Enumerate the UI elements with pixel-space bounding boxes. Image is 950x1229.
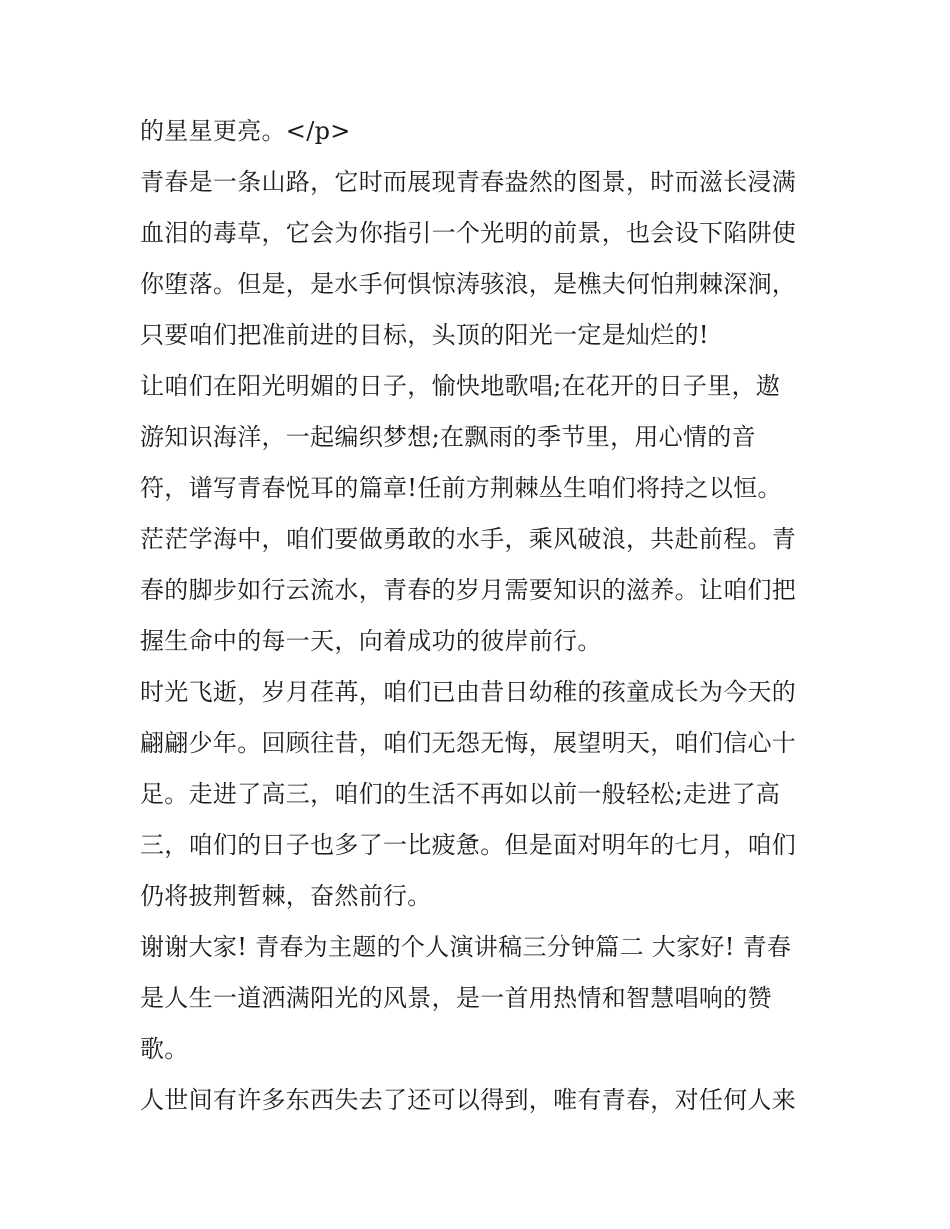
- text-line: 血泪的毒草，它会为你指引一个光明的前景，也会设下陷阱使: [140, 219, 797, 247]
- text-line: 握生命中的每一天，向着成功的彼岸前行。: [140, 627, 602, 655]
- text-line: 游知识海洋，一起编织梦想;在飘雨的季节里，用心情的音: [140, 423, 756, 451]
- text-line: 是人生一道洒满阳光的风景，是一首用热情和智慧唱响的赞: [140, 984, 772, 1012]
- text-line: 青春是一条山路，它时而展现青春盎然的图景，时而滋长浸满: [140, 168, 797, 196]
- text-line: 的星星更亮。</p>: [140, 117, 351, 145]
- text-line: 歌。: [140, 1035, 189, 1063]
- document-body: [140, 106, 820, 1126]
- text-line: 符，谱写青春悦耳的篇章!任前方荆棘丛生咱们将持之以恒。: [140, 474, 782, 502]
- text-line: 春的脚步如行云流水，青春的岁月需要知识的滋养。让咱们把: [140, 576, 797, 604]
- text-line: 三，咱们的日子也多了一比疲惫。但是面对明年的七月，咱们: [140, 831, 797, 859]
- text-line: 人世间有许多东西失去了还可以得到，唯有青春，对任何人来: [140, 1086, 797, 1114]
- text-line: 时光飞逝，岁月荏苒，咱们已由昔日幼稚的孩童成长为今天的: [140, 678, 797, 706]
- text-line: 足。走进了高三，咱们的生活不再如以前一般轻松;走进了高: [140, 780, 781, 808]
- text-line: 茫茫学海中，咱们要做勇敢的水手，乘风破浪，共赴前程。青: [140, 525, 797, 553]
- text-line: 只要咱们把准前进的目标，头顶的阳光一定是灿烂的!: [140, 321, 709, 349]
- text-line: 让咱们在阳光明媚的日子，愉快地歌唱;在花开的日子里，遨: [140, 372, 781, 400]
- text-line: 翩翩少年。回顾往昔，咱们无怨无悔，展望明天，咱们信心十: [140, 729, 797, 757]
- text-line: 仍将披荆暂棘，奋然前行。: [140, 882, 432, 910]
- text-line: 谢谢大家! 青春为主题的个人演讲稿三分钟篇二 大家好! 青春: [140, 933, 792, 961]
- text-line: 你堕落。但是，是水手何惧惊涛骇浪，是樵夫何怕荆棘深涧，: [140, 270, 797, 298]
